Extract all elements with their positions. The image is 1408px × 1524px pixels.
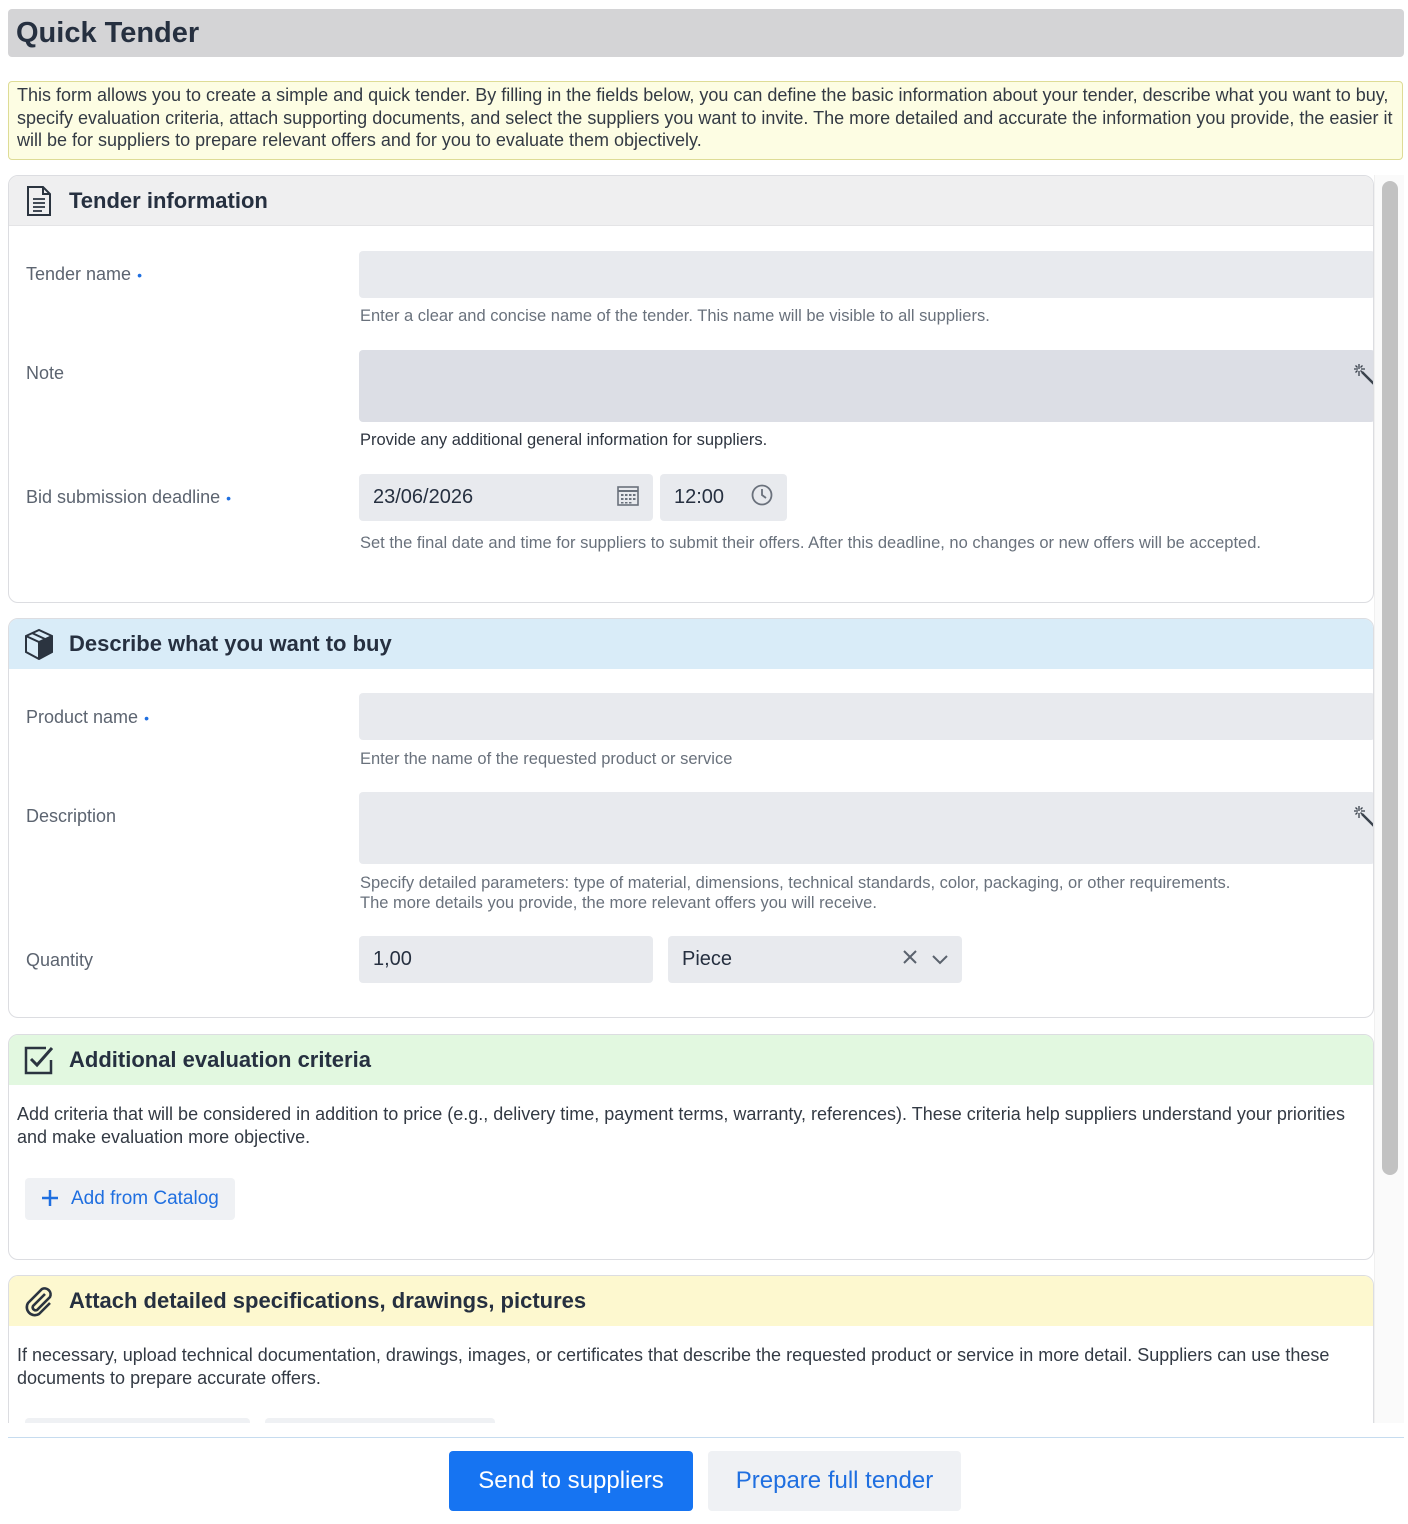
intro-notice: This form allows you to create a simple and quick tender. By filling in the fields below, you can define the basic information about your tender, describe what you want to buy, specify evaluation criteria, attach supporting documents, and select the suppliers you want to invite. The more detailed and accurate the information you provide, the easier it will be for suppliers to prepare relevant offers and for you to evaluate them objectively. — [8, 81, 1403, 160]
secondary-upload-button[interactable] — [265, 1418, 495, 1423]
description-hint-line: Specify detailed parameters: type of material, dimensions, technical standards, color, packaging, or other requirements. — [360, 874, 1231, 892]
unit-select[interactable]: Piece — [668, 936, 962, 983]
deadline-hint: Set the final date and time for suppliers to submit their offers. After this deadline, no changes or new offers will be accepted. — [360, 534, 1261, 552]
checkbox-checked-icon — [23, 1044, 55, 1076]
magic-wand-icon[interactable] — [1353, 363, 1374, 391]
scrollbar[interactable] — [1374, 175, 1404, 1423]
tender-name-label: Tender name • — [26, 264, 142, 284]
footer-divider — [8, 1437, 1404, 1438]
description-textarea[interactable] — [359, 792, 1374, 864]
attachments-title: Attach detailed specifications, drawings, pictures — [69, 1288, 587, 1313]
scrollbar-thumb[interactable] — [1382, 181, 1398, 1175]
required-marker: • — [137, 267, 142, 283]
attachments-header — [9, 1276, 1373, 1326]
evaluation-criteria-header — [9, 1035, 1373, 1085]
upload-button[interactable] — [25, 1418, 250, 1423]
required-marker: • — [226, 490, 232, 506]
deadline-date-input[interactable]: 23/06/2026 — [359, 474, 653, 521]
tender-information-title: Tender information — [69, 187, 268, 213]
clear-icon[interactable] — [902, 948, 918, 971]
attachments-panel — [8, 1275, 1374, 1423]
describe-purchase-title: Describe what you want to buy — [69, 631, 392, 656]
note-textarea[interactable] — [359, 350, 1374, 422]
magic-wand-icon[interactable] — [1353, 805, 1374, 833]
evaluation-criteria-title: Additional evaluation criteria — [69, 1047, 371, 1072]
quantity-label: Quantity — [26, 950, 94, 970]
send-to-suppliers-button[interactable]: Send to suppliers — [449, 1451, 693, 1511]
paperclip-icon — [23, 1285, 55, 1317]
description-hint-line: The more details you provide, the more relevant offers you will receive. — [360, 894, 877, 912]
description-label: Description — [26, 806, 117, 826]
add-from-catalog-label: Add from Catalog — [71, 1188, 219, 1209]
attachments-text: If necessary, upload technical documentation, drawings, images, or certificates that describe the requested product or service in more detail. Suppliers can use these documents to prepare accurate offers. — [17, 1345, 1330, 1388]
product-name-hint: Enter the name of the requested product or service — [360, 750, 733, 768]
document-icon — [23, 185, 55, 217]
prepare-full-tender-button[interactable]: Prepare full tender — [708, 1451, 961, 1511]
product-name-label: Product name • — [26, 707, 149, 727]
page-title: Quick Tender — [8, 9, 1404, 57]
tender-name-hint: Enter a clear and concise name of the tender. This name will be visible to all suppliers. — [360, 307, 990, 325]
evaluation-criteria-panel — [8, 1034, 1374, 1260]
note-label: Note — [26, 363, 65, 383]
package-icon — [23, 628, 55, 660]
required-marker: • — [144, 710, 149, 726]
chevron-down-icon[interactable] — [932, 948, 948, 971]
evaluation-criteria-text: Add criteria that will be considered in addition to price (e.g., delivery time, payment terms, warranty, references). These criteria help suppliers understand your priorities and make evaluation more objective. — [17, 1104, 1345, 1147]
describe-purchase-header — [9, 619, 1373, 669]
quantity-input[interactable]: 1,00 — [359, 936, 653, 983]
tender-information-header — [9, 176, 1373, 226]
note-hint: Provide any additional general information for suppliers. — [360, 431, 768, 449]
form-scroll-area[interactable] — [8, 175, 1374, 1423]
product-name-input[interactable] — [359, 693, 1374, 740]
deadline-time-input[interactable]: 12:00 — [660, 474, 787, 521]
clock-icon[interactable] — [751, 484, 773, 512]
tender-information-panel — [8, 175, 1374, 603]
tender-name-input[interactable] — [359, 251, 1374, 298]
deadline-label: Bid submission deadline • — [26, 487, 232, 507]
description-hint — [360, 873, 1374, 913]
calendar-icon[interactable] — [617, 484, 639, 512]
plus-icon — [41, 1189, 59, 1210]
add-from-catalog-button[interactable] — [25, 1178, 235, 1220]
describe-purchase-panel — [8, 618, 1374, 1018]
